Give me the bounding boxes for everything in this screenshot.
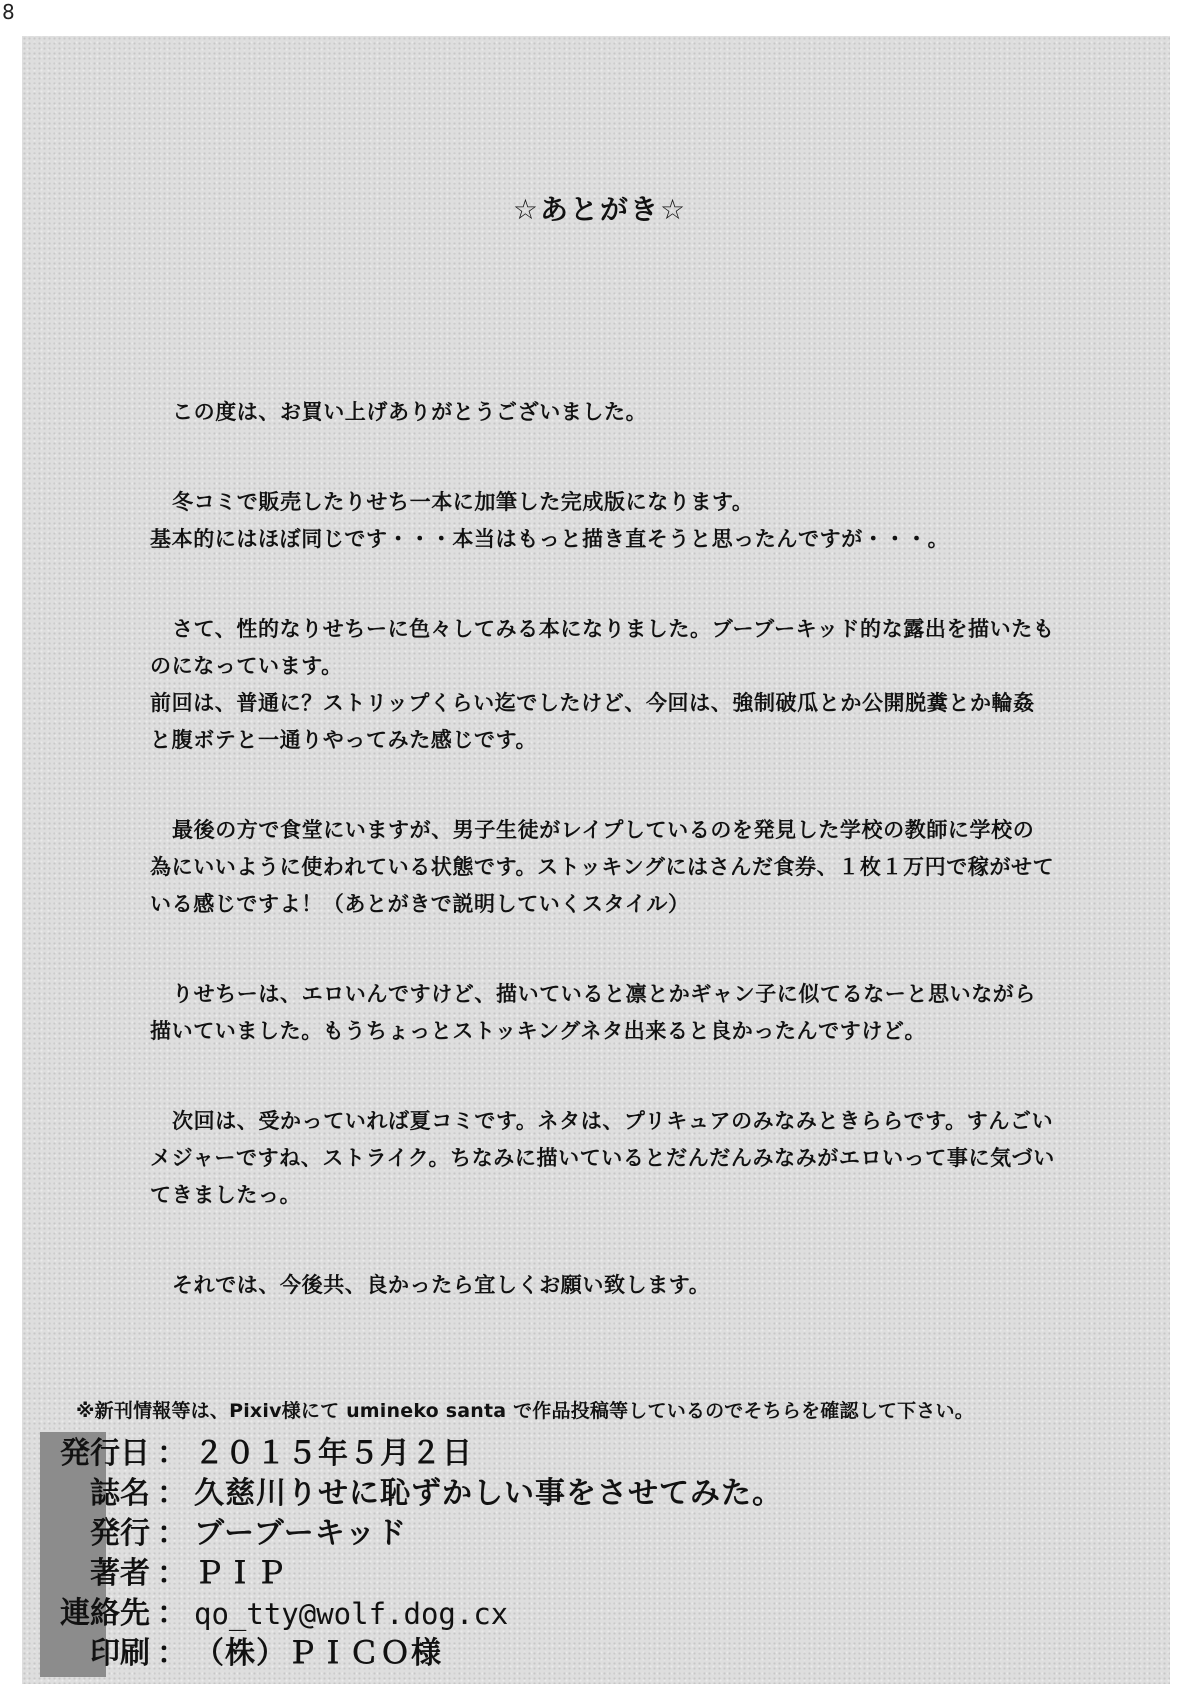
colophon-separator: ： [157,1636,187,1671]
colophon-value: 久慈川りせに恥ずかしい事をさせてみた。 [194,1476,783,1511]
paragraph-closing: それでは、今後共、良かったら宜しくお願い致します。 [172,1273,711,1297]
colophon-value: ブーブーキッド [194,1516,408,1551]
paragraph-content: さて、性的なりせちーに色々してみる本になりました。ブーブーキッド的な露出を描いたものになっています。 前回は、普通に？ストリップくらい迄でしたけど、今回は、強制破瓜とか公開脱糞とか輪姦と腹ボテと一通りやってみた感じです。 [150,617,1055,752]
colophon-row-printer [40,1634,940,1674]
colophon-row-title [40,1474,940,1514]
colophon-separator: ： [157,1436,187,1471]
paragraph-ending-scene: 最後の方で食堂にいますが、男子生徒がレイプしているのを発見した学校の教師に学校の為にいいように使われている状態です。ストッキングにはさんだ食券、１枚１万円で稼がせている感じですよ！（あとがきで説明していくスタイル） [150,818,1055,916]
colophon-value: ＰＩＰ [194,1556,287,1591]
colophon [40,1434,940,1674]
afterword-body [150,394,1055,1357]
colophon-separator: ： [157,1596,187,1631]
page-number: 8 [2,0,15,24]
colophon-separator: ： [157,1516,187,1551]
colophon-value: ２０１５年５月２日 [194,1436,473,1471]
colophon-row-publisher [40,1514,940,1554]
colophon-label: 連絡先 [60,1596,150,1631]
afterword-title: ☆あとがき☆ [512,193,688,226]
paragraph-next-release: 次回は、受かっていれば夏コミです。ネタは、プリキュアのみなみときららです。すんごいメジャーですね、ストライク。ちなみに描いているとだんだんみなみがエロいって事に気づいてきましたっ。 [150,1109,1055,1207]
colophon-label: 著者 [90,1556,150,1591]
paragraph-edition: 冬コミで販売したりせち一本に加筆した完成版になります。 基本的にはほぼ同じです・・・本当はもっと描き直そうと思ったんですが・・・。 [150,490,950,551]
colophon-separator: ： [157,1556,187,1591]
colophon-label: 発行 [90,1516,150,1551]
colophon-value: （株）ＰＩＣＯ様 [194,1636,442,1671]
new-release-notice: ※新刊情報等は、Pixiv様にて umineko santa で作品投稿等しているのでそちらを確認して下さい。 [76,1400,974,1422]
contact-email: qo_tty@wolf.dog.cx [194,1597,509,1631]
colophon-label: 誌名 [90,1476,150,1511]
colophon-separator: ： [157,1476,187,1511]
colophon-row-contact [40,1594,940,1634]
colophon-row-date [40,1434,940,1474]
paragraph-character: りせちーは、エロいんですけど、描いていると凛とかギャン子に似てるなーと思いながら描いていました。もうちょっとストッキングネタ出来ると良かったんですけど。 [150,982,1036,1043]
paragraph-thanks: この度は、お買い上げありがとうございました。 [172,400,648,424]
colophon-label: 発行日 [60,1436,150,1471]
colophon-label: 印刷 [90,1636,150,1671]
colophon-row-author [40,1554,940,1594]
